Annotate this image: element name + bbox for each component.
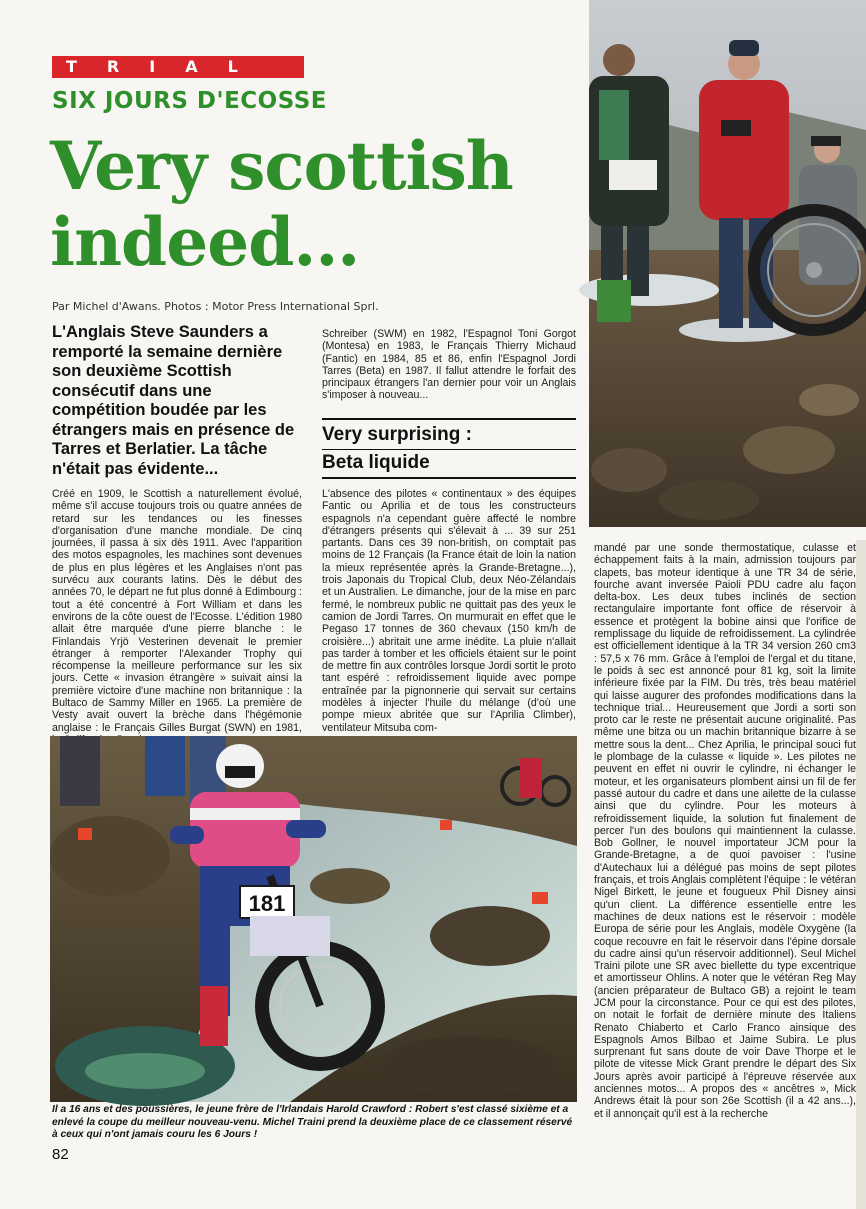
byline: Par Michel d'Awans. Photos : Motor Press International Sprl. [52, 300, 379, 313]
spectators-photo [589, 0, 866, 527]
body-column-2-top: Schreiber (SWM) en 1982, l'Espagnol Toni Gorgot (Montesa) en 1983, le Français Thierry Michaud (Fantic) en 1984, 85 et 86, enfin l'Espagnol Jordi Tarres (Beta) en 1987. Il fallut attendre le forfait des principaux étrangers l'an dernier pour voir un Anglais s'imposer à nouveau... [322, 328, 576, 402]
rider-number-plate: 181 [248, 891, 286, 916]
article-subtitle: SIX JOURS D'ECOSSE [52, 88, 328, 114]
page-spine [856, 540, 866, 1209]
section-heading-line-1: Very surprising : [322, 424, 472, 445]
section-kicker: TRIAL [52, 56, 304, 78]
photo-caption: Il a 16 ans et des poussières, le jeune frère de l'Irlandais Harold Crawford : Robert s'est classé sixième et a enlevé la coupe du meilleur nouveau-venu. Michel Traini prend la deuxième place de ce classement réservé à ceux qui n'ont jamais couru les 6 Jours ! [52, 1104, 573, 1140]
body-column-3: mandé par une sonde thermostatique, culasse et échappement faits à la main, admission toujours par clapets, bas moteur identique à une TR 34 de série, fourche avant inversée Paioli PDU cadre alu façon delta-box. Les deux tubes inclinés de section rectangulaire importante font office de réservoir à essence et protègent la bobine ainsi que l'orifice de remplissage du liquide de refroidissement. La cylindrée est officiellement identique à la TR 34 version 260 cm3 : 57,5 x 76 mm. Grâce à l'emploi de l'ergal et du titane, le poids à sec est annoncé pour 81 kg, soit la limite inférieure fixée par la FIM. Du très, très beau matériel qui laisse augurer des profondes modifications dans la technique trial... Heureusement que Jordi a sorti son proto car le reste ne présentait aucune originalité. Pas même une bitza ou un machin britannique bizarre à se mettre sous la dent... Chez Aprilia, le principal souci fut le plombage de la culasse « liquide ». Les pilotes ne peuvent en effet ni ouvrir le cylindre, ni échanger le moteur, et les organisateurs plombent ainsi un fil de fer passé autour du cadre et dans une ailette de la culasse ainsi que du cylindre. Pour les moteurs à refroidissement liquide, la solution fut finalement de percer l'un des boulons qui maintiennent la culasse. Bob Gollner, le nouvel importateur JCM pour la Grande-Bretagne, a de quoi pavoiser : l'usine d'Autechaux lui a délégué pas moins de sept pilotes français, et trois Anglais complètent l'équipe : le vétéran Nigel Birkett, le jeune et fougueux Phil Disney ainsi qu'un client. La différence essentielle entre les machines de deux nations est le réservoir : modèle Europa de série pour les Anglais, modèle Oxygène (la coque recouvre en fait le réservoir dans l'épine dorsale du cadre ainsi qu'un réservoir additionnel). Seul Michel Traini pilote une SR avec biellette du type excentrique et amortisseur Ohlins. A noter que le vétéran Reg May (ancien préparateur de Bultaco GB) a rejoint le team JCM pour la circonstance. Pour ce qui est des pilotes, on notait le forfait de dernière minute des Italiens Renato Chiaberto et Carlo Franco ainsique des Espagnols Amos Bilbao et Jaime Subira. Le plus surprenant fut sans doute de voir Dave Thorpe et le pilote de vitesse Mick Grant prendre le départ des Six Jours après avoir participé à l'épreuve réservée aux anciennes motos... A propos des « ancêtres », Mick Andrews était là pour son 26e Scottish (il a 42 ans...), et il annonçait qu'il est à la recherche [594, 542, 856, 1120]
body-column-1: Créé en 1909, le Scottish a naturellement évolué, même s'il accuse toujours trois ou quatre années de retard sur les tendances ou les finesses d'organisation d'une manche mondiale. De cinq journées, il passa à six dès 1911. Avec l'apparition des motos espagnoles, les machines sont devenues de plus en plus légères et les Anglaises n'ont pas survécu aux courants latins. Dès le début des années 70, le départ ne fut plus donné à Edimbourg : tout a été concentré à Fort William et dans les environs de la côte ouest de l'Ecosse. L'édition 1980 allait être marquée d'une pierre blanche : le Finlandais Yrjö Vesterinen devenait le premier étranger à remporter l'Alexander Trophy qui récompense la meilleure performance sur les six jours. Cette « invasion étrangère » suivait ainsi la première victoire d'une machine non britannique : la Bultaco de Sammy Miller en 1965. La première de Vesty avait ouvert la brèche dans l'hégémonie anglaise : le Français Gilles Burgat (SWN) en 1981, [52, 488, 302, 734]
page-number: 82 [52, 1146, 69, 1163]
rider-photo [50, 736, 577, 1102]
body-column-2: L'absence des pilotes « continentaux » des équipes Fantic ou Aprilia et de tous les constructeurs espagnols n'a cependant guère affecté le nombre d'étrangers présents qui s'élevait à ... 39 sur 251 partants. Dans ces 39 non-british, on comptait pas moins de 12 Français (la France était de loin la nation la mieux représentée après la Grande-Bretagne...), trois Japonais du Tropical Club, deux Néo-Zélandais et un Australien. Le dimanche, jour de la mise en parc fermé, le nombreux public ne quittait pas des yeux le camion de Jordi Tarres. On murmurait en effet que le Pegaso 17 tonnes de 360 chevaux (150 km/h de croisière...) abritait une arme inédite. La pluie n'allait pas tarder à tomber et les officiels étaient sur le point de mettre fin aux contrôles lorsque Jordi sortit le proto tant espéré : refroidissement liquide avec pompe entraînée par la pignonnerie qui servait sur certains modèles à injecter l'huile du mélange (d'où une pompe mieux abritée que sur l'Aprilia Climber), ventilateur Mitsuba com- [322, 488, 576, 734]
lead-paragraph: L'Anglais Steve Saunders a remporté la semaine dernière son deuxième Scottish consécutif dans une compétition boudée par les étrangers mais en présence de Tarres et Berlatier. La tâche n'était pas évidente... [52, 323, 295, 478]
section-heading-line-2: Beta liquide [322, 452, 430, 473]
section-rule-bottom [322, 477, 576, 479]
section-rule-top [322, 418, 576, 420]
section-rule-middle [322, 449, 576, 450]
article-title: Very scottish indeed... [50, 127, 513, 281]
